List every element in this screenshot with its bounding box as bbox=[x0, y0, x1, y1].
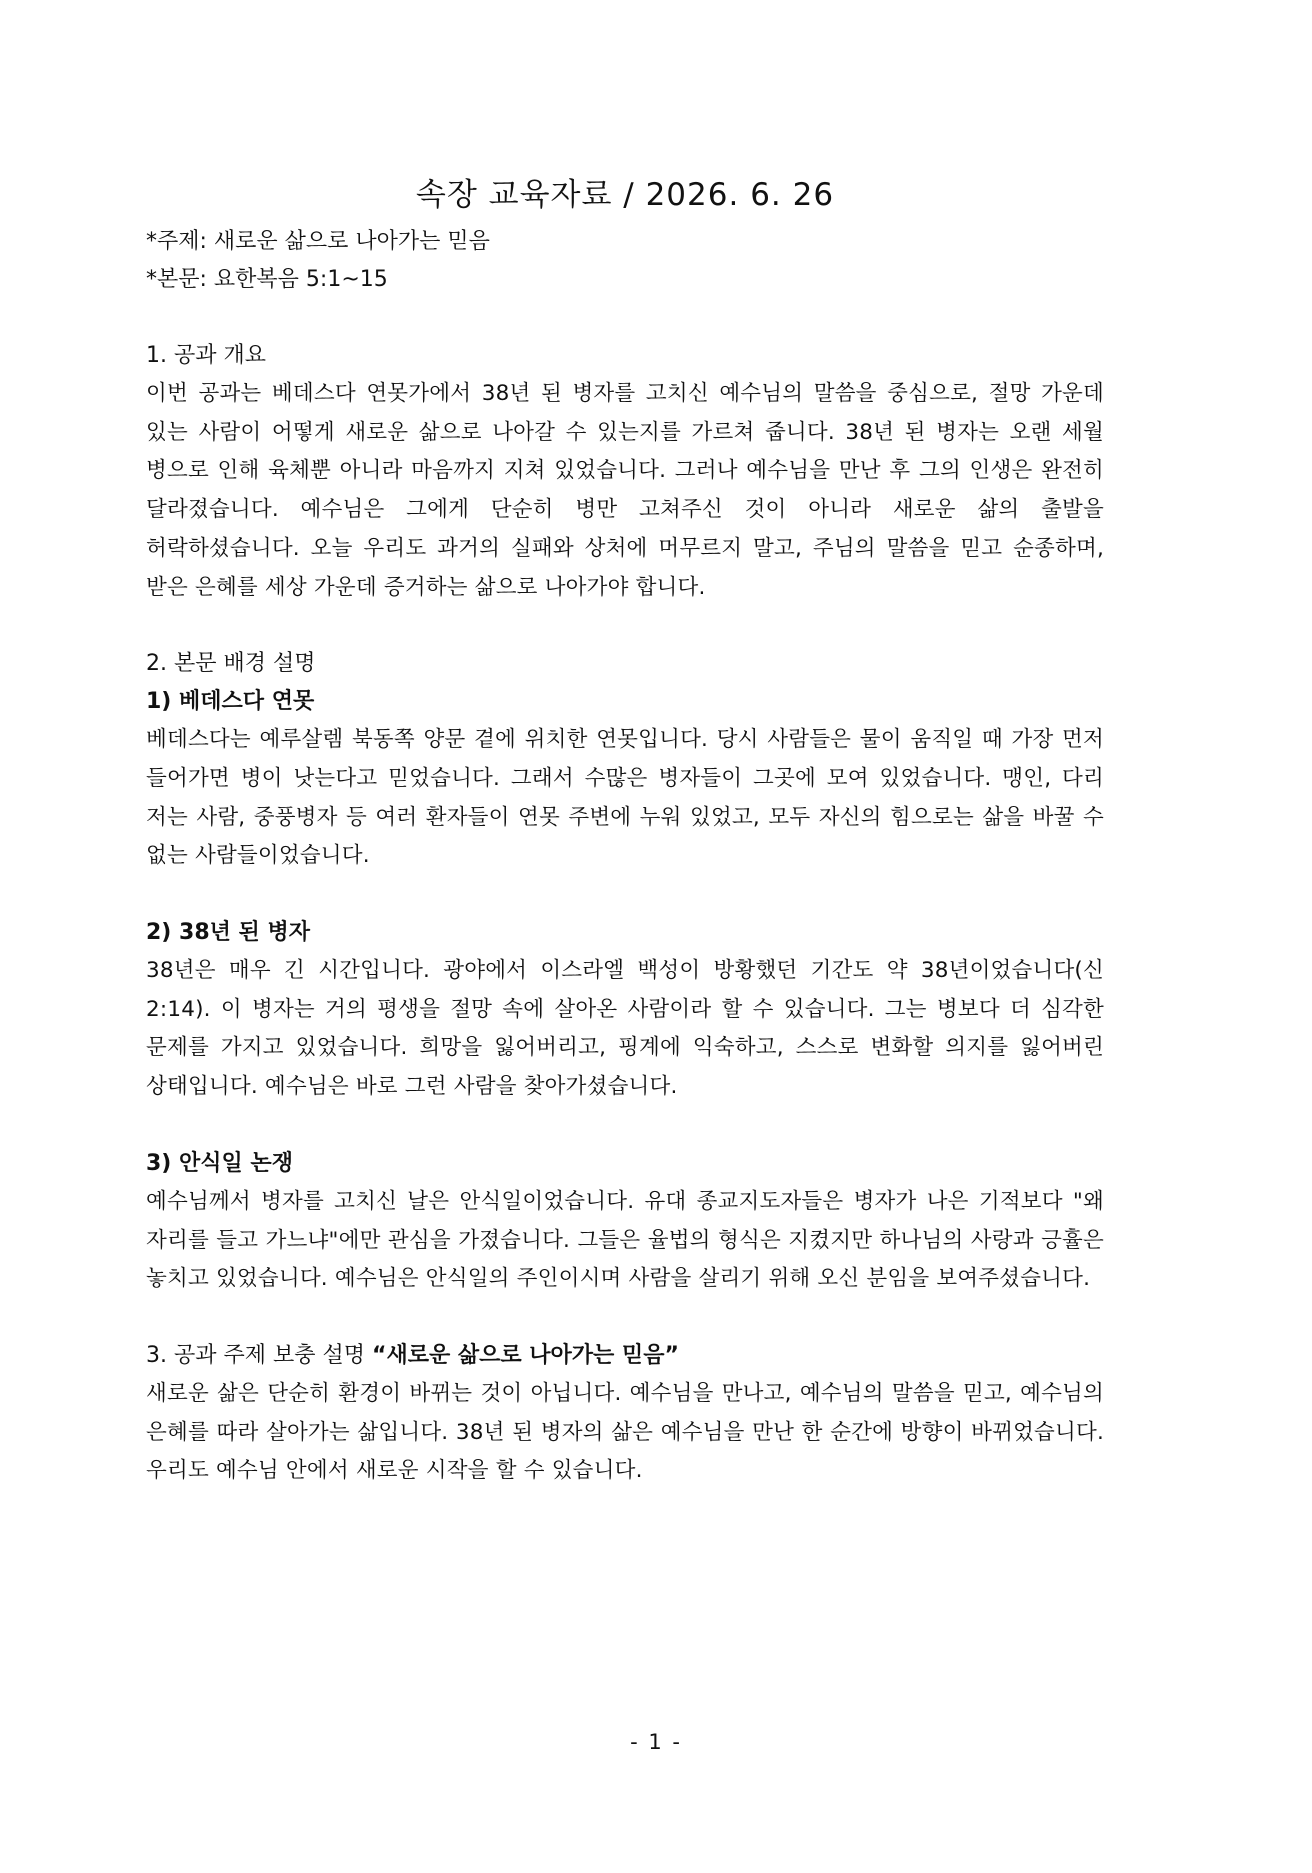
section-3-heading-prefix: 3. 공과 주제 보충 설명 bbox=[146, 1342, 372, 1368]
section-2-heading: 2. 본문 배경 설명 bbox=[146, 651, 316, 677]
spacer bbox=[146, 607, 1104, 645]
subsection-1-heading: 1) 베데스다 연못 bbox=[146, 689, 315, 715]
subsection-3-heading: 3) 안식일 논쟁 bbox=[146, 1150, 293, 1176]
subsection-1-body: 베데스다는 예루살렘 북동쪽 양문 곁에 위치한 연못입니다. 당시 사람들은 물이 움직일 때 가장 먼저 들어가면 병이 낫는다고 믿었습니다. 그래서 수많은 병자들이 그곳에 모여 있었습니다. 맹인, 다리 저는 사람, 중풍병자 등 여러 환자들이 연못 주변에 누워 있었고, 모두 자신의 힘으로는 삶을 바꿀 수 없는 사람들이었습니다. bbox=[146, 727, 1104, 869]
spacer bbox=[146, 876, 1104, 914]
spacer bbox=[146, 299, 1104, 337]
spacer bbox=[146, 1299, 1104, 1337]
page-number: - 1 - bbox=[630, 1730, 682, 1754]
subsection-2-body: 38년은 매우 긴 시간입니다. 광야에서 이스라엘 백성이 방황했던 기간도 약 38년이었습니다(신 2:14). 이 병자는 거의 평생을 절망 속에 살아온 사람이라 할 수 있습니다. 그는 병보다 더 심각한 문제를 가지고 있었습니다. 희망을 잃어버리고, 핑계에 익숙하고, 스스로 변화할 의지를 잃어버린 상태입니다. 예수님은 바로 그런 사람을 찾아가셨습니다. bbox=[146, 958, 1104, 1100]
document-title: 속장 교육자료 / 2026. 6. 26 bbox=[415, 177, 835, 213]
topic-line: *주제: 새로운 삶으로 나아가는 믿음 bbox=[146, 229, 490, 254]
scripture-reference-line: *본문: 요한복음 5:1~15 bbox=[146, 267, 388, 292]
section-3-heading bbox=[146, 1337, 1104, 1375]
subsection-3-body: 예수님께서 병자를 고치신 날은 안식일이었습니다. 유대 종교지도자들은 병자가 나은 기적보다 "왜 자리를 들고 가느냐"에만 관심을 가졌습니다. 그들은 율법의 형식은 지켰지만 하나님의 사랑과 긍휼은 놓치고 있었습니다. 예수님은 안식일의 주인이시며 사람을 살리기 위해 오신 분임을 보여주셨습니다. bbox=[146, 1188, 1104, 1292]
subsection-2-heading: 2) 38년 된 병자 bbox=[146, 920, 310, 946]
document-page bbox=[146, 175, 1104, 1491]
section-1-heading: 1. 공과 개요 bbox=[146, 343, 266, 368]
section-1-body: 이번 공과는 베데스다 연못가에서 38년 된 병자를 고치신 예수님의 말씀을 중심으로, 절망 가운데 있는 사람이 어떻게 새로운 삶으로 나아갈 수 있는지를 가르쳐 줍니다. 38년 된 병자는 오랜 세월 병으로 인해 육체뿐 아니라 마음까지 지쳐 있었습니다. 그러나 예수님을 만난 후 그의 인생은 완전히 달라졌습니다. 예수님은 그에게 단순히 병만 고쳐주신 것이 아니라 새로운 삶의 출발을 허락하셨습니다. 오늘 우리도 과거의 실패와 상처에 머무르지 말고, 주님의 말씀을 믿고 순종하며, 받은 은혜를 세상 가운데 증거하는 삶으로 나아가야 합니다. bbox=[146, 381, 1104, 600]
section-3-body: 새로운 삶은 단순히 환경이 바뀌는 것이 아닙니다. 예수님을 만나고, 예수님의 말씀을 믿고, 예수님의 은혜를 따라 살아가는 삶입니다. 38년 된 병자의 삶은 예수님을 만난 한 순간에 방향이 바뀌었습니다. 우리도 예수님 안에서 새로운 시작을 할 수 있습니다. bbox=[146, 1380, 1104, 1484]
section-3-heading-quote: “새로운 삶으로 나아가는 믿음” bbox=[371, 1342, 679, 1368]
spacer bbox=[146, 1107, 1104, 1145]
